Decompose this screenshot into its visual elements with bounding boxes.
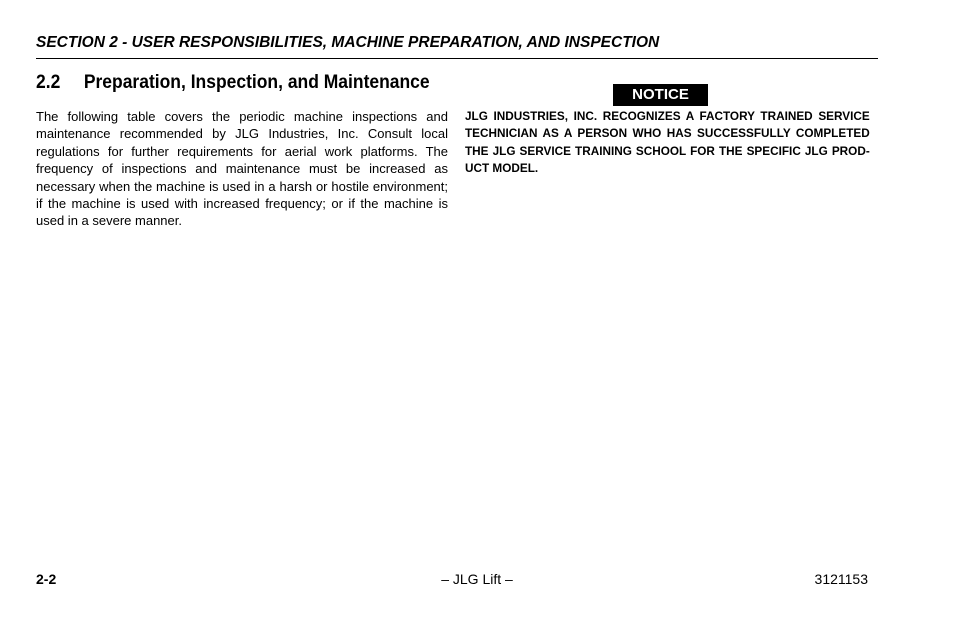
footer-publication: – JLG Lift – — [441, 571, 513, 587]
running-header: SECTION 2 - USER RESPONSIBILITIES, MACHINE PREPARATION, AND INSPECTION — [36, 34, 660, 51]
page-number: 2-2 — [36, 571, 57, 587]
body-paragraph: The following table covers the periodic machine inspections and maintenance recommended by JLG Industries, Inc. Consult local regulations for further requirements for aerial work platforms. The frequency of inspections and maintenance must be increased as necessary when the machine is used in a harsh or hostile environment; if the machine is used with increased frequency; or if the machine is used in a severe manner. — [36, 109, 448, 229]
section-title: Preparation, Inspection, and Maintenance — [83, 72, 430, 93]
notice-badge: NOTICE — [613, 84, 708, 106]
section-number: 2.2 — [36, 72, 61, 93]
document-number: 3121153 — [814, 571, 868, 587]
section-heading — [36, 72, 430, 94]
notice-text: JLG INDUSTRIES, INC. RECOGNIZES A FACTORY TRAINED SERVICE TECHNICIAN AS A PERSON WHO HAS SUCCESSFULLY COMPLETED THE JLG SERVICE TRAINING SCHOOL FOR THE SPECIFIC JLG PRODUCT MODEL. — [465, 109, 870, 176]
header-divider — [36, 58, 878, 59]
